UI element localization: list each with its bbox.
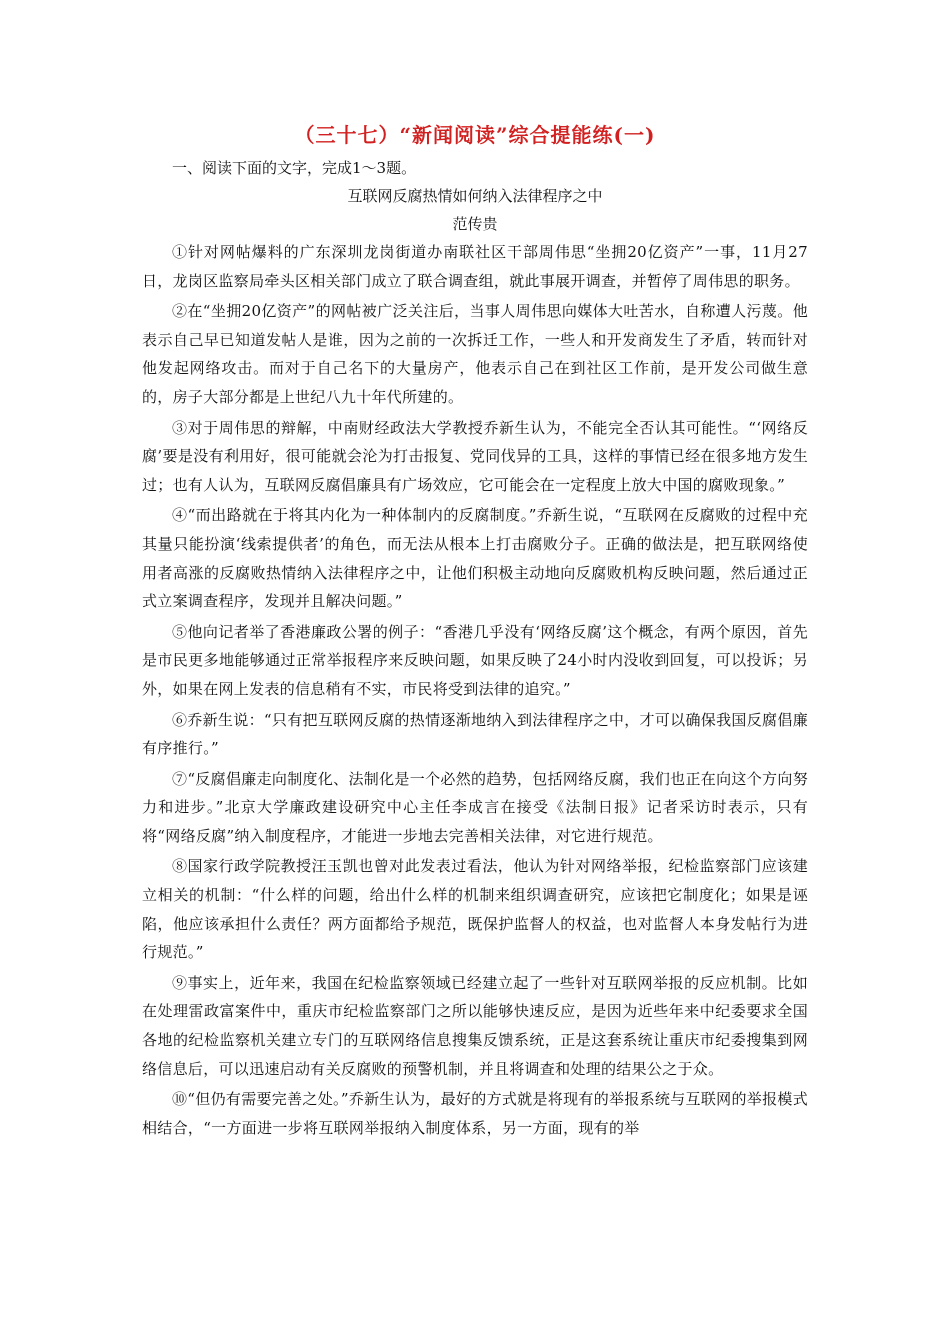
- paragraph-1: ①针对网帖爆料的广东深圳龙岗街道办南联社区干部周伟思“坐拥20亿资产”一事，11月27日，龙岗区监察局牵头区相关部门成立了联合调查组，就此事展开调查，并暂停了周伟思的职务。: [142, 243, 808, 290]
- question-instruction: 一、阅读下面的文字，完成1～3题。: [172, 159, 417, 177]
- document-title: （三十七）“新闻阅读”综合提能练(一): [294, 123, 656, 147]
- paragraph-7: ⑦“反腐倡廉走向制度化、法制化是一个必然的趋势，包括网络反腐，我们也正在向这个方向努力和进步。”北京大学廉政建设研究中心主任李成言在接受《法制日报》记者采访时表示，只有将“网络反腐”纳入制度程序，才能进一步地去完善相关法律，对它进行规范。: [142, 769, 808, 845]
- article-body: [142, 238, 808, 1142]
- article-author: 范传贵: [452, 215, 498, 233]
- paragraph-6: ⑥乔新生说：“只有把互联网反腐的热情逐渐地纳入到法律程序之中，才可以确保我国反腐倡廉有序推行。”: [142, 710, 808, 758]
- paragraph-5: ⑤他向记者举了香港廉政公署的例子：“香港几乎没有‘网络反腐’这个概念，有两个原因，首先是市民更多地能够通过正常举报程序来反映问题，如果反映了24小时内没收到回复，可以投诉；另外，如果在网上发表的信息稍有不实，市民将受到法律的追究。”: [142, 622, 808, 698]
- paragraph-3: ③对于周伟思的辩解，中南财经政法大学教授乔新生认为，不能完全否认其可能性。“‘网络反腐’要是没有利用好，很可能就会沦为打击报复、党同伐异的工具，这样的事情已经在很多地方发生过；也有人认为，互联网反腐倡廉具有广场效应，它可能会在一定程度上放大中国的腐败现象。”: [142, 418, 808, 494]
- paragraph-10: ⑩“但仍有需要完善之处。”乔新生认为，最好的方式就是将现有的举报系统与互联网的举报模式相结合，“一方面进一步将互联网举报纳入制度体系，另一方面，现有的举: [142, 1090, 808, 1137]
- paragraph-9: ⑨事实上，近年来，我国在纪检监察领域已经建立起了一些针对互联网举报的反应机制。比如在处理雷政富案件中，重庆市纪检监察部门之所以能够快速反应，是因为近些年来中纪委要求全国各地的纪检监察机关建立专门的互联网络信息搜集反馈系统，正是这套系统让重庆市纪委搜集到网络信息后，可以迅速启动有关反腐败的预警机制，并且将调查和处理的结果公之于众。: [142, 973, 808, 1078]
- paragraph-8: ⑧国家行政学院教授汪玉凯也曾对此发表过看法，他认为针对网络举报，纪检监察部门应该建立相关的机制：“什么样的问题，给出什么样的机制来组织调查研究，应该把它制度化；如果是诬陷，他应该承担什么责任？两方面都给予规范，既保护监督人的权益，也对监督人本身发帖行为进行规范。”: [142, 857, 808, 962]
- document-page: [142, 118, 808, 1144]
- article-title: 互联网反腐热情如何纳入法律程序之中: [347, 187, 603, 205]
- paragraph-2: ②在“坐拥20亿资产”的网帖被广泛关注后，当事人周伟思向媒体大吐苦水，自称遭人污蔑。他表示自己早已知道发帖人是谁，因为之前的一次拆迁工作，一些人和开发商发生了矛盾，转而针对他发起网络攻击。而对于自己名下的大量房产，他表示自己在到社区工作前，是开发公司做生意的，房子大部分都是上世纪八九十年代所建的。: [142, 302, 808, 406]
- paragraph-4: ④“而出路就在于将其内化为一种体制内的反腐制度。”乔新生说，“互联网在反腐败的过程中充其量只能扮演‘线索提供者’的角色，而无法从根本上打击腐败分子。正确的做法是，把互联网络使用者高涨的反腐败热情纳入法律程序之中，让他们积极主动地向反腐败机构反映问题，然后通过正式立案调查程序，发现并且解决问题。”: [142, 506, 808, 611]
